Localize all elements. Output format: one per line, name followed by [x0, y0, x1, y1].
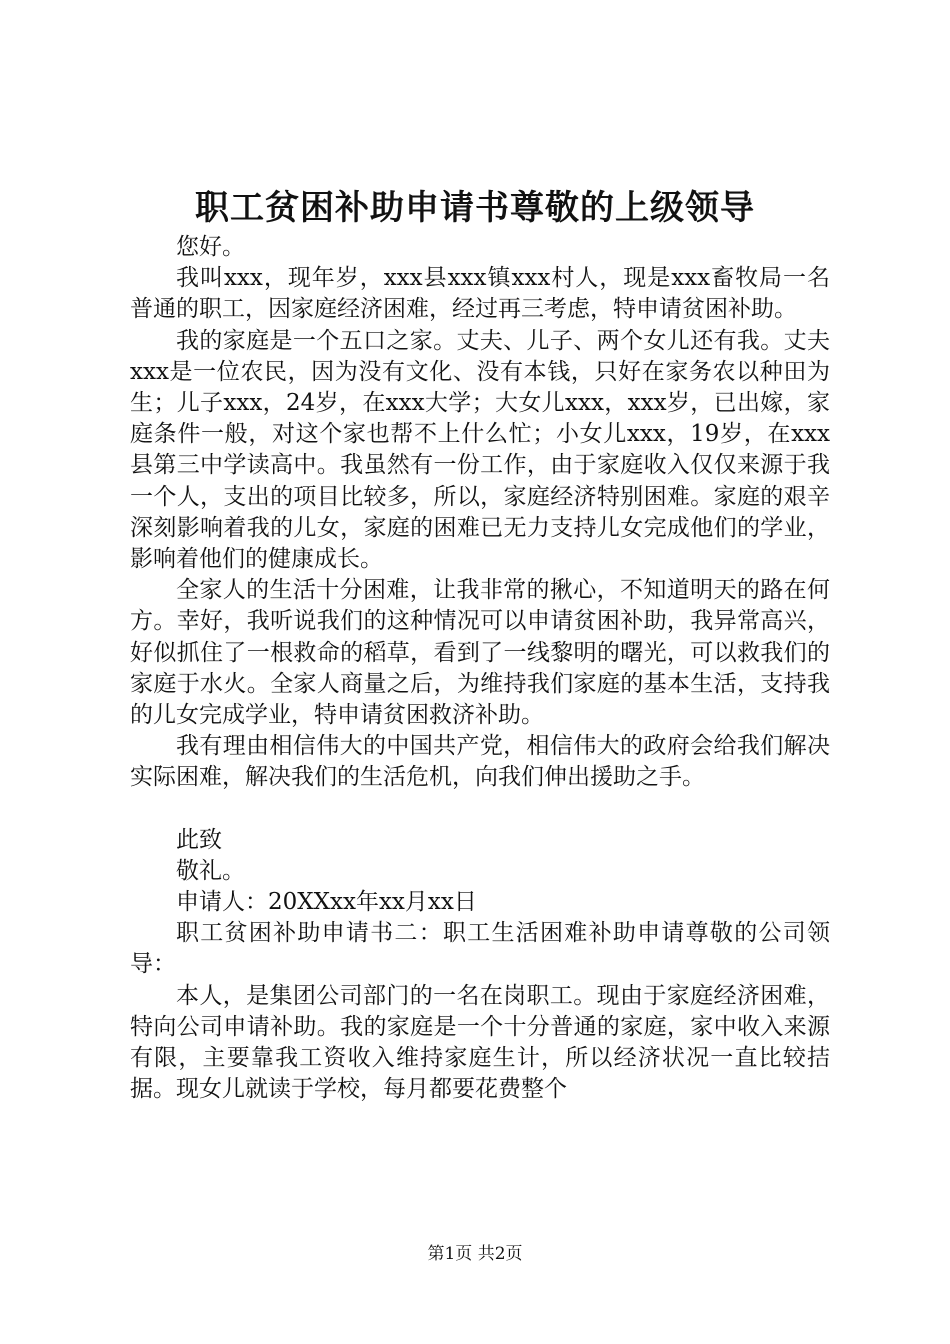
closing-salutation: 此致: [176, 826, 222, 853]
hardship-paragraph: 全家人的生活十分困难，让我非常的揪心，不知道明天的路在何方。幸好，我听说我们的这种情况可以申请贫困补助，我异常高兴，好似抓住了一根救命的稻草，看到了一线黎明的曙光，可以救我们的家庭于水火。全家人商量之后，为维持我们家庭的基本生活，支持我的儿女完成学业，特申请贫困救济补助。: [130, 577, 830, 729]
second-letter-heading: 职工贫困补助申请书二：职工生活困难补助申请尊敬的公司领导：: [130, 920, 830, 978]
trust-paragraph: 我有理由相信伟大的中国共产党，相信伟大的政府会给我们解决实际困难，解决我们的生活危机，向我们伸出援助之手。: [130, 733, 830, 791]
family-paragraph: 我的家庭是一个五口之家。丈夫、儿子、两个女儿还有我。丈夫xxx是一位农民，因为没有文化、没有本钱，只好在家务农以种田为生；儿子xxx，24岁，在xxx大学；大女儿xxx，xxx岁，已出嫁，家庭条件一般，对这个家也帮不上什么忙；小女儿xxx，19岁，在xxx县第三中学读高中。我虽然有一份工作，由于家庭收入仅仅来源于我一个人，支出的项目比较多，所以，家庭经济特别困难。家庭的艰辛深刻影响着我的儿女，家庭的困难已无力支持儿女完成他们的学业，影响着他们的健康成长。: [130, 327, 830, 573]
document-body: [130, 232, 830, 1105]
document-title: 职工贫困补助申请书尊敬的上级领导: [195, 188, 755, 228]
second-letter-paragraph: 本人，是集团公司部门的一名在岗职工。现由于家庭经济困难，特向公司申请补助。我的家庭是一个十分普通的家庭，家中收入来源有限，主要靠我工资收入维持家庭生计，所以经济状况一直比较拮据。现女儿就读于学校，每月都要花费整个: [130, 982, 830, 1103]
intro-paragraph: 我叫xxx，现年岁，xxx县xxx镇xxx村人，现是xxx畜牧局一名普通的职工，因家庭经济困难，经过再三考虑，特申请贫困补助。: [130, 265, 830, 323]
applicant-signature-line: 申请人：20XXxx年xx月xx日: [176, 889, 477, 916]
page-number-footer: 第1页 共2页: [427, 1244, 523, 1264]
greeting-paragraph: 您好。: [176, 234, 245, 260]
closing-regards: 敬礼。: [176, 857, 245, 884]
